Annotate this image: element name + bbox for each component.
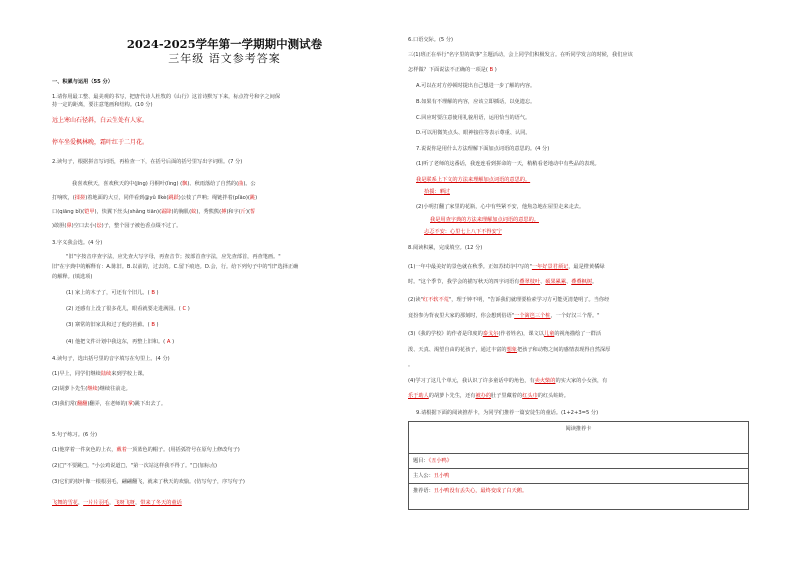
card-row-recommendation: 推荐语：丑小鸭没有丢失心，最终变成了白天鹅。 [413,488,528,494]
q4-stem: 4.读句子，选出括号里的音字填写在句里上。(4 分) [52,356,170,362]
q8-s1-line-1: (1)一年中最美好的景色就在秋季。正如苏轼诗中写的"一年好景君须记，最是橙黄橘绿 [408,264,605,270]
q6-option-d: D.可以用微笑点头、眼神接往等表示尊重、认同。 [416,130,531,136]
q6-line-1: 三(1)班正在举行"名字里的故事"主题活动，会上同学们积极发言。在听同学发言的时候，我们应该 [408,52,633,58]
q3-item-3: (3) 寨常的旧家具和过了他的苔藓。( B ) [66,322,159,328]
card-row-title: 题目：《丑小鸭》 [413,458,452,464]
q3-line-1: "旧"字按音序查字法，应先查大写字母，再查音节；按部首查字法，应先查部首，再查笔画。" [66,254,281,260]
q3-item-2: (2) 还感有上没了很多花儿，眼看就要走进满园。( C ) [66,306,190,312]
q7-answer-1b: 拾援：晒过 [424,189,450,195]
q3-line-2: 旧"在字典中的解释有：A.陈旧。B.以前的，过去的。C.留下痕迹。D.会，行。给下列句子中的"旧"选择正确 [52,264,299,270]
q1-answer-2: 停车坐爱枫林晚，霜叶红于二月花。 [52,139,149,146]
q7-phrase-2: (2)小明打翻了家里的花瓶，心中有些紧不安，他焦急地在屋里走来走去。 [416,204,585,210]
q3-line-3: 的解释。(填选项) [52,274,93,280]
q6-option-a: A.可以在对方停顿时提出自己想进一步了解的内容。 [416,83,536,89]
q6-option-b: B.如果有不理解的内容，应该立即插话，以免遗忘。 [416,99,536,105]
q1-answer-1: 远上寒山石径斜，白云生处有人家。 [52,117,149,124]
q8-s3-line-2: 泼、天真、渴望自由的花孩子，通过丰富的想象把孩子和动物之间的感情表现得自然深厚 [408,347,611,353]
q2-line-3: 口(qiāng bǐ)(铠甲)，快翼下丝头(shǎng tiān)(霜降)的胸肌(蚊)，秀熊熊(搏)和字(斤)(誓 [52,209,256,215]
q8-s3-line-1: (3)《我的学校》的作者是印度的泰戈尔(作者姓名)，课文以儿童的视角描绘了一群活 [408,331,602,337]
q4-line-1: (1)早上，同学们继续陆续来到学校上课。 [52,371,148,377]
q8-s4-line-2: 乐于助人的胡萝卜先生，还有被办的肚子里藏着的红头巾的红头蛀蛉。 [408,393,569,399]
q8-s1-line-2: 时。"这个季节，我学会的描写秋天的四字词语有叠翠枝叶、硕果累累、叠叠枫树。 [408,279,598,285]
q1-stem-1: 1.请你用最工整、最美观的书写，把唐代诗人杜牧的《山行》这首诗默写下来，标点符号和字之间保 [52,94,281,100]
card-heading: 阅读推荐卡 [565,426,592,432]
q5-line-2: (2)□"不要跳□，"小公鸡说道□，"第一次站这样我不得了。"□(加标点) [52,463,218,469]
q5-stem: 5.句子练习。(6 分) [52,432,98,438]
q2-stem: 2.读句子，根据拼音写词语，再检查一下，在括号后面的括号里写出字词组。(7 分) [52,159,243,165]
q7-phrase-1: (1)听了老师的这番话，我连连看到拼命的一天，稍稍看老地动中有些品的表现。 [416,161,600,167]
q2-line-2: 打响吹，(揉搓)着地面的大豆，同伴看到@yǔ lǐkè(跳跃)公枝了声呐；绳链拌着(pǐāo)(跳) [52,195,258,201]
q8-s4-line-1: (4)学习了这几个单元，我认识了许多童话中的角色，有卖火柴的的实大家的小女孩，有 [408,378,608,384]
q5-line-1: (1)他穿着一件灰色的上衣，戴着一顶蓝色的帽子。(用括弧符号在原句上修改句子) [52,447,240,453]
q4-line-3: (3)我们常(翻翻)翻弄，在老师的(掌)跳下出去了。 [52,401,167,407]
q2-line-4: )敢胆(鼻)空口去小(讼)子，整个园子被色香点缀不过了。 [52,223,182,229]
q9-stem: 9.请根据下面的阅读推荐卡，为同学们推荐一篇安徒生的童话。(1+2+3=5 分) [416,410,599,416]
card-divider-1 [409,453,748,454]
card-divider-3 [409,483,748,484]
q6-stem: 6.口语交际。(5 分) [408,37,454,43]
q7-answer-1a: 我是联系上下文的方法来理解加点词语的意思的。 [416,177,531,183]
q1-stem-2: 持一定的距离，要注意笔画和结构。(10 分) [52,102,153,108]
q7-stem: 7.说说你是用什么方法理解下面加点词语的意思的。(4 分) [416,146,550,152]
card-row-protagonist: 主人公：丑小鸭 [413,473,450,479]
q8-s3-line-3: 。 [408,362,414,368]
q5-line-3: (3)它们的枝叶像一根根羽毛，翩翩翻飞，就来了秋天的欢愉。(仿写句子，序写句子) [52,479,245,485]
section-heading: 一、积累与运用（55 分） [52,79,113,85]
q3-item-1: (1) 家上的木子了，可还有个旧儿。( B ) [66,290,159,296]
card-divider-2 [409,468,748,469]
q5-answer: 飞舞的雪花，一片片羽毛，飞呀飞呀，带来了冬天的童话 [52,500,182,506]
q6-line-2: 怎样做？下面说法不正确的一项是( B ) [408,67,497,73]
q4-line-2: (2)胡萝卜先生(继续)继续往前走。 [52,386,131,392]
q7-answer-2a: 我是用查字典的方法来理解加点词语的意思的。 [430,217,539,223]
reading-recommendation-card [408,421,749,510]
q8-s2-line-2: 竟扮参为背夜里大家的那刻时，你会想到俗语"一个篱笆三个桩，一个好汉三个帮。" [408,313,600,319]
q3-item-4: (4) 他把文件计划中我这东，再整上旧和。( A ) [66,339,175,345]
page-title: 2024-2025学年第一学期期中测试卷 [126,37,323,51]
q6-option-c: C.回应时要注意使用礼貌用语，运用恰当的语气。 [416,115,531,121]
q2-line-1: 我喜欢秋天，喜欢秋天的中(jīng) 丹桐叶(lìng) (飘)、秋雨落给了自然的(曲)。公 [72,181,256,187]
q3-stem: 3.字义我会选。(4 分) [52,240,103,246]
page-subtitle: 三年级 语文参考答案 [168,52,281,65]
q8-stem: 8.阅读积累，完成填空。(12 分) [408,245,483,251]
q7-answer-2b: 忐忑不安：心里七上八下不得安宁 [424,229,502,235]
q8-s2-line-1: (2)读"红不软不荒"，理于钟不明，"告诉我们就理要检索学习方可能更清楚明了。当你经 [408,297,610,303]
